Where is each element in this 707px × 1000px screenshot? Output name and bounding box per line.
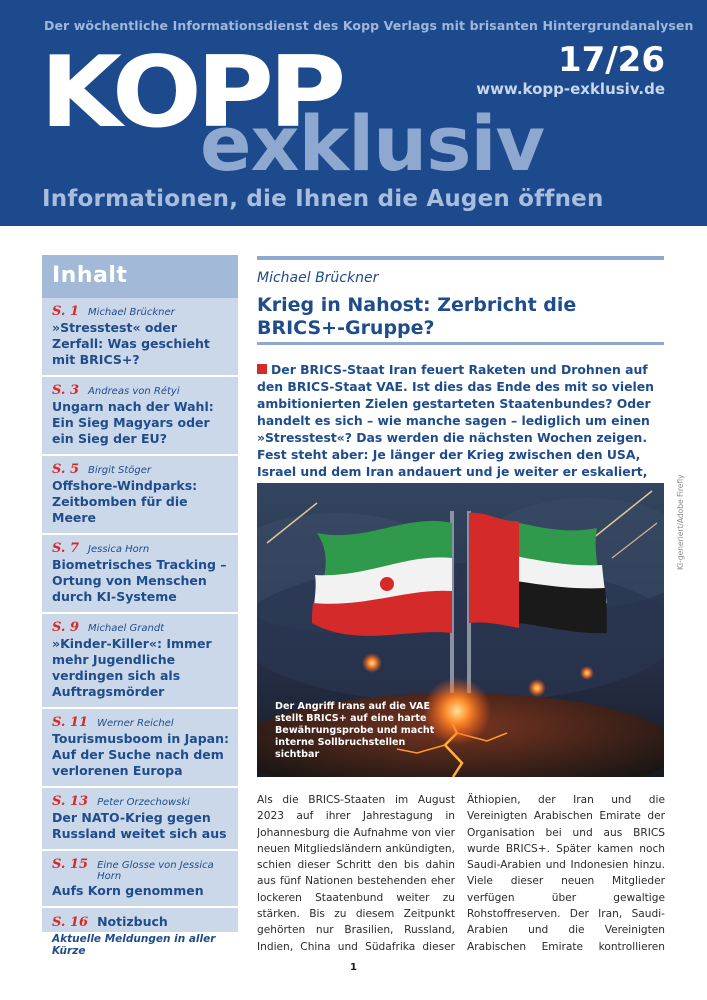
toc-page: S. 11 xyxy=(52,715,89,730)
toc-header xyxy=(42,255,238,298)
page-number: 1 xyxy=(350,962,357,973)
toc-author: Michael Brückner xyxy=(88,307,175,318)
image-credit: KI-generiert/Adobe Firefly xyxy=(676,474,685,570)
logo-kopp: KOPP xyxy=(40,36,341,150)
toc-item[interactable] xyxy=(42,456,238,535)
toc-author: Andreas von Rétyi xyxy=(88,386,180,397)
toc-author: Michael Grandt xyxy=(88,623,165,634)
toc-author: Peter Orzechowski xyxy=(97,797,190,808)
table-of-contents xyxy=(42,255,238,957)
toc-author: Eine Glosse von Jessica Horn xyxy=(97,860,214,882)
article-image xyxy=(257,483,664,777)
toc-author: Jessica Horn xyxy=(88,544,150,555)
toc-item[interactable] xyxy=(42,298,238,377)
image-caption: Der Angriff Irans auf die VAE stellt BRICS+ auf eine harte Bewährungsprobe und macht interne Sollbruchstellen sichtbar xyxy=(275,701,435,760)
toc-page: S. 3 xyxy=(52,383,80,398)
toc-item[interactable] xyxy=(42,851,238,908)
masthead xyxy=(0,0,707,226)
toc-page: S. 5 xyxy=(52,462,80,477)
toc-page: S. 13 xyxy=(52,794,89,809)
toc-item[interactable] xyxy=(42,709,238,788)
toc-page: S. 16 xyxy=(52,915,89,930)
website-url[interactable]: www.kopp-exklusiv.de xyxy=(476,80,665,98)
toc-article-title: »Stresstest« oder Zerfall: Was geschieht mit BRICS+? xyxy=(52,320,210,367)
toc-item[interactable] xyxy=(42,908,238,964)
toc-author: Birgit Stöger xyxy=(88,465,152,476)
toc-article-title: Tourismusboom in Japan: Auf der Suche nach dem verlorenen Europa xyxy=(52,731,230,778)
toc-article-title: Biometrisches Tracking – Ortung von Menschen durch KI-Systeme xyxy=(52,557,227,604)
toc-title: Inhalt xyxy=(52,263,128,288)
toc-page: S. 7 xyxy=(52,541,80,556)
toc-article-title: Aufs Korn genommen xyxy=(52,883,204,898)
logo-exklusiv: exklusiv xyxy=(200,99,545,188)
article-column-1: Als die BRICS-Staaten im August 2023 auf ihrer Jahrestagung in Johannesburg die Aufnahme von vier neuen Mitgliedsländern ankündigten, schien dieser Schritt den bis dahin aus fünf Nationen bestehenden eher lockeren Staatenbund weiter zu stärken. Bis zu diesem Zeitpunkt gehörten nur Brasilien, Russland, Indien, China und Südafrika dieser xyxy=(257,794,455,953)
divider xyxy=(257,342,664,345)
article-lead-text: Der BRICS-Staat Iran feuert Raketen und Drohnen auf den BRICS-Staat VAE. Ist dies das Ende des mit so vielen ambitionierten Zielen gestarteten Staatenbundes? Oder handelt es sich – wie manche sagen – lediglich um einen »Stresstest«? Das werden die nächsten Wochen zeigen. Fest steht aber: Je länger der Krieg zwischen den USA, Israel und dem Iran andauert und je weiter er eskaliert, xyxy=(257,362,655,479)
article-headline: Krieg in Nahost: Zerbricht die BRICS+-Gruppe? xyxy=(257,294,577,339)
toc-item[interactable] xyxy=(42,614,238,709)
article-column-2: Äthiopien, der Iran und die Vereinigten Arabischen Emirate der Organisation bei und aus BRICS wurde BRICS+. Später kamen noch Saudi-Arabien und Indonesien hinzu. Viele dieser neuen Mitglieder verfügen über gewaltige Rohstoffreserven. Der Iran, Saudi-Arabien und die Vereinigten Arabischen Emirate kontrollieren xyxy=(467,794,665,953)
toc-item[interactable] xyxy=(42,788,238,851)
toc-item[interactable] xyxy=(42,535,238,614)
toc-article-title: »Kinder-Killer«: Immer mehr Jugendliche verdingen sich als Auftragsmörder xyxy=(52,636,212,699)
toc-article-title: Offshore-Windparks: Zeitbomben für die Meere xyxy=(52,478,198,525)
toc-page: S. 9 xyxy=(52,620,80,635)
toc-article-title: Notizbuch xyxy=(97,914,168,929)
toc-page: S. 1 xyxy=(52,304,80,319)
masthead-slogan: Informationen, die Ihnen die Augen öffnen xyxy=(42,186,604,212)
toc-author: Werner Reichel xyxy=(97,718,174,729)
toc-subtitle: Aktuelle Meldungen in aller Kürze xyxy=(52,933,216,957)
toc-item[interactable] xyxy=(42,377,238,456)
issue-number: 17/26 xyxy=(557,40,665,80)
article-author: Michael Brückner xyxy=(257,270,379,286)
divider xyxy=(257,256,664,260)
masthead-tagline: Der wöchentliche Informationsdienst des Kopp Verlags mit brisanten Hintergrundanalysen xyxy=(44,18,694,33)
toc-article-title: Ungarn nach der Wahl: Ein Sieg Magyars oder ein Sieg der EU? xyxy=(52,399,214,446)
toc-article-title: Der NATO-Krieg gegen Russland weitet sich aus xyxy=(52,810,227,841)
red-square-icon xyxy=(257,364,267,374)
toc-page: S. 15 xyxy=(52,857,89,872)
